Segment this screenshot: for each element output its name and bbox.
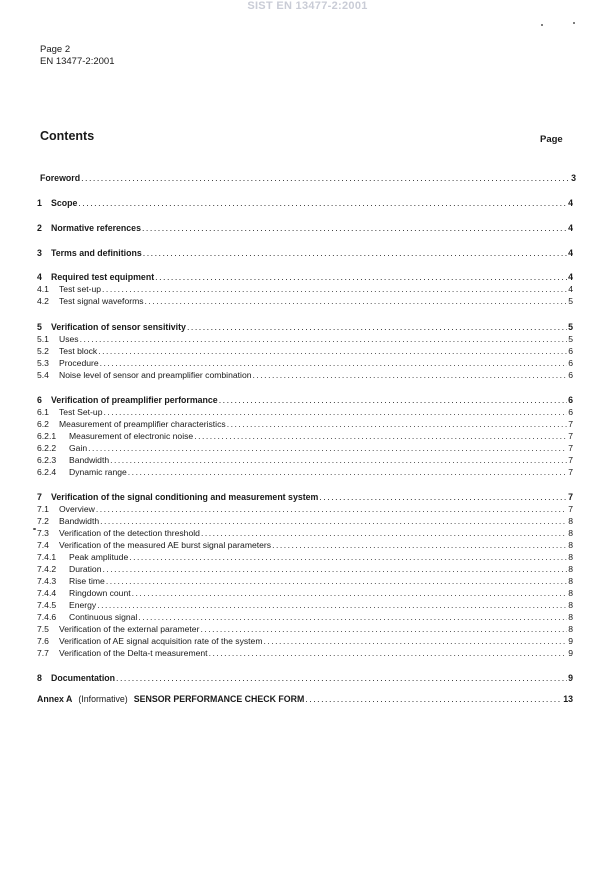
toc-entry-number: 7.5 (37, 624, 49, 634)
toc-entry-number: 5.3 (37, 358, 49, 368)
toc-entry[interactable] (37, 634, 573, 646)
toc-entry-title: Documentation (51, 673, 116, 683)
toc-entry-number: 4.1 (37, 284, 49, 294)
toc-entry-title: Required test equipment (51, 272, 155, 282)
toc-entry-title: Verification of the external parameter (59, 624, 200, 634)
toc-entry-page: 7 (568, 431, 573, 441)
dot-leader (102, 284, 567, 294)
toc-entry-title: Energy (69, 600, 97, 610)
toc-entry[interactable] (37, 294, 573, 306)
dot-leader (106, 576, 567, 586)
toc-entry-page: 4 (568, 198, 573, 208)
dot-leader (209, 648, 568, 658)
dot-leader (155, 272, 567, 282)
toc-entry[interactable] (37, 429, 573, 441)
toc-entry-number: 7.1 (37, 504, 49, 514)
dot-leader (96, 504, 567, 514)
toc-entry-title: Verification of sensor sensitivity (51, 322, 186, 332)
toc-entry[interactable] (37, 221, 573, 233)
toc-entry-page: 8 (568, 600, 573, 610)
toc-entry-title: Normative references (51, 223, 141, 233)
toc-entry-page: 6 (568, 358, 573, 368)
toc-entry-number: 7.7 (37, 648, 49, 658)
toc-entry[interactable] (37, 671, 573, 683)
toc-entry[interactable] (40, 171, 576, 183)
toc-entry-page: 8 (568, 516, 573, 526)
toc-entry[interactable] (37, 465, 573, 477)
dot-leader (128, 467, 567, 477)
toc-entry-number: 7.3 (37, 528, 49, 538)
dot-leader (272, 540, 567, 550)
toc-annex-row[interactable] (37, 692, 573, 704)
toc-entry-page: 8 (568, 528, 573, 538)
dot-leader (116, 673, 567, 683)
toc-entry[interactable] (37, 441, 573, 453)
toc-entry[interactable] (37, 586, 573, 598)
toc-entry-number: 7.4.1 (37, 552, 57, 562)
dot-leader (142, 223, 567, 233)
toc-entry-number: 4.2 (37, 296, 49, 306)
toc-entry-title: Scope (51, 198, 78, 208)
toc-entry[interactable] (37, 405, 573, 417)
dot-leader (319, 492, 567, 502)
toc-entry-page: 6 (568, 370, 573, 380)
toc-entry-page: 5 (568, 322, 573, 332)
toc-entry-title: Dynamic range (69, 467, 127, 477)
toc-entry[interactable] (37, 196, 573, 208)
toc-entry-number: 7.4 (37, 540, 49, 550)
toc-entry-title: Noise level of sensor and preamplifier combination (59, 370, 252, 380)
toc-entry-title: Verification of preamplifier performance (51, 395, 218, 405)
toc-entry-title: Verification of the measured AE burst signal parameters (59, 540, 272, 550)
toc-entry[interactable] (37, 526, 573, 538)
toc-entry-title: Bandwidth (69, 455, 110, 465)
toc-entry-page: 4 (568, 248, 573, 258)
toc-entry-number: 6.1 (37, 407, 49, 417)
dot-leader (88, 443, 567, 453)
toc-entry-title: Measurement of preamplifier characteristics (59, 419, 226, 429)
toc-entry-page: 8 (568, 552, 573, 562)
toc-entry-number: 7.4.3 (37, 576, 57, 586)
toc-entry-number: 6 (37, 395, 42, 405)
toc-entry[interactable] (37, 538, 573, 550)
dot-leader (98, 346, 567, 356)
toc-entry[interactable] (37, 320, 573, 332)
dot-leader (129, 552, 567, 562)
toc-entry-page: 4 (568, 272, 573, 282)
toc-entry[interactable] (37, 332, 573, 344)
dot-leader (253, 370, 568, 380)
dot-leader (227, 419, 568, 429)
toc-entry-page: 9 (568, 648, 573, 658)
toc-entry-page: 7 (568, 419, 573, 429)
toc-entry[interactable] (37, 246, 573, 258)
watermark: SIST EN 13477-2:2001 (247, 0, 368, 12)
page-number: Page 2 (40, 44, 71, 55)
dot-leader (219, 395, 567, 405)
toc-entry[interactable] (37, 344, 573, 356)
toc-entry[interactable] (37, 393, 573, 405)
toc-entry-page: 6 (568, 395, 573, 405)
toc-entry-title: Measurement of electronic noise (69, 431, 194, 441)
document-number: EN 13477-2:2001 (40, 56, 115, 67)
toc-entry-number: 2 (37, 223, 42, 233)
toc-entry[interactable] (37, 562, 573, 574)
toc-entry-number: 6.2.1 (37, 431, 57, 441)
toc-entry-page: 8 (568, 564, 573, 574)
toc-entry-page: 7 (568, 504, 573, 514)
dot-leader (132, 588, 568, 598)
toc-entry-number: 6.2.2 (37, 443, 57, 453)
dot-leader (200, 624, 567, 634)
toc-entry[interactable] (37, 574, 573, 586)
scan-speck (541, 24, 543, 26)
toc-entry-number: 7.4.2 (37, 564, 57, 574)
dot-leader (201, 528, 567, 538)
toc-entry-page: 9 (568, 673, 573, 683)
toc-entry[interactable] (37, 368, 573, 380)
toc-entry-title: Peak amplitude (69, 552, 129, 562)
page-column-label: Page (540, 134, 563, 145)
annex-label: Annex A (37, 694, 73, 704)
dot-leader (81, 173, 570, 183)
dot-leader (194, 431, 567, 441)
annex-title: SENSOR PERFORMANCE CHECK FORM (133, 694, 305, 704)
toc-entry-page: 4 (568, 284, 573, 294)
toc-entry-number: 4 (37, 272, 42, 282)
toc-entry-number: 7 (37, 492, 42, 502)
toc-entry-title: Procedure (59, 358, 99, 368)
toc-entry[interactable] (37, 502, 573, 514)
toc-entry-page: 7 (568, 455, 573, 465)
toc-entry[interactable] (37, 646, 573, 658)
dot-leader (100, 358, 568, 368)
toc-entry-number: 6.2.3 (37, 455, 57, 465)
toc-entry-title: Gain (69, 443, 88, 453)
toc-entry-title: Foreword (40, 173, 81, 183)
toc-entry-page: 5 (568, 296, 573, 306)
dot-leader (80, 334, 568, 344)
toc-entry-title: Duration (69, 564, 102, 574)
toc-entry-title: Verification of AE signal acquisition rate of the system (59, 636, 263, 646)
toc-entry-number: 5.4 (37, 370, 49, 380)
toc-entry-number: 5.2 (37, 346, 49, 356)
toc-entry-number: 7.4.6 (37, 612, 57, 622)
scan-speck (33, 528, 36, 530)
toc-entry-title: Continuous signal (69, 612, 138, 622)
scan-speck (573, 22, 575, 24)
toc-entry-number: 6.2 (37, 419, 49, 429)
toc-entry[interactable] (37, 417, 573, 429)
toc-entry[interactable] (37, 282, 573, 294)
toc-entry[interactable] (37, 598, 573, 610)
dot-leader (102, 564, 567, 574)
dot-leader (143, 248, 567, 258)
toc-entry-page: 4 (568, 223, 573, 233)
dot-leader (264, 636, 568, 646)
toc-entry-page: 7 (568, 467, 573, 477)
annex-page: 13 (563, 694, 573, 704)
toc-entry-title: Test signal waveforms (59, 296, 144, 306)
dot-leader (187, 322, 567, 332)
toc-entry[interactable] (37, 622, 573, 634)
toc-entry-page: 8 (568, 624, 573, 634)
dot-leader (145, 296, 568, 306)
toc-entry-page: 8 (568, 540, 573, 550)
toc-entry-number: 8 (37, 673, 42, 683)
dot-leader (138, 612, 567, 622)
toc-entry-number: 6.2.4 (37, 467, 57, 477)
toc-entry-number: 5 (37, 322, 42, 332)
toc-entry-title: Overview (59, 504, 95, 514)
toc-entry[interactable] (37, 356, 573, 368)
dot-leader (100, 516, 567, 526)
toc-entry-page: 8 (568, 588, 573, 598)
toc-entry-title: Test set-up (59, 284, 102, 294)
dot-leader (103, 407, 567, 417)
toc-entry-number: 7.2 (37, 516, 49, 526)
toc-entry[interactable] (37, 490, 573, 502)
annex-note: (Informative) (78, 694, 128, 704)
toc-entry-title: Uses (59, 334, 79, 344)
toc-entry-number: 3 (37, 248, 42, 258)
toc-entry-page: 6 (568, 407, 573, 417)
toc-entry-page: 3 (571, 173, 576, 183)
toc-entry-page: 7 (568, 443, 573, 453)
dot-leader (97, 600, 567, 610)
toc-entry-title: Rise time (69, 576, 105, 586)
dot-leader (305, 694, 562, 704)
toc-entry[interactable] (37, 550, 573, 562)
toc-entry-title: Test block (59, 346, 98, 356)
toc-entry-page: 8 (568, 612, 573, 622)
toc-entry-page: 7 (568, 492, 573, 502)
dot-leader (110, 455, 567, 465)
toc-entry[interactable] (37, 610, 573, 622)
toc-entry[interactable] (37, 453, 573, 465)
toc-entry-title: Terms and definitions (51, 248, 142, 258)
toc-entry-page: 9 (568, 636, 573, 646)
toc-entry-number: 7.6 (37, 636, 49, 646)
toc-entry-title: Bandwidth (59, 516, 100, 526)
toc-entry-page: 6 (568, 346, 573, 356)
toc-entry-title: Verification of the signal conditioning and measurement system (51, 492, 319, 502)
toc-entry-title: Ringdown count (69, 588, 131, 598)
toc-entry-number: 7.4.5 (37, 600, 57, 610)
toc-entry-page: 8 (568, 576, 573, 586)
toc-entry-number: 5.1 (37, 334, 49, 344)
toc-entry[interactable] (37, 270, 573, 282)
toc-entry-title: Verification of the detection threshold (59, 528, 200, 538)
toc-entry-title: Test Set-up (59, 407, 103, 417)
toc-entry-title: Verification of the Delta-t measurement (59, 648, 208, 658)
toc-entry[interactable] (37, 514, 573, 526)
toc-entry-number: 7.4.4 (37, 588, 57, 598)
dot-leader (78, 198, 567, 208)
toc-entry-number: 1 (37, 198, 42, 208)
toc-entry-page: 5 (568, 334, 573, 344)
page-title: Contents (40, 129, 95, 143)
